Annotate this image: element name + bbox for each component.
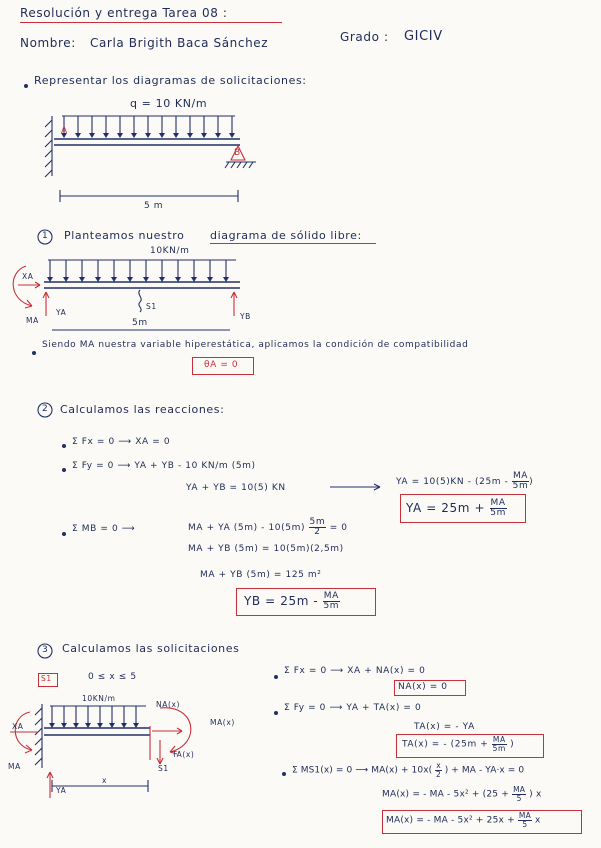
- step-1-number: 1: [42, 231, 49, 241]
- span-label: 5 m: [144, 201, 164, 211]
- span-label: 5m: [132, 318, 148, 328]
- step-2-number: 2: [42, 404, 49, 414]
- xa-label: XA: [22, 272, 34, 281]
- compatibility-statement: Siendo MA nuestra variable hiperestática, aplicamos la condición de compatibilidad: [42, 340, 469, 350]
- step-2-title: Calculamos las reacciones:: [60, 403, 225, 416]
- load-label: 10KN/m: [150, 246, 190, 256]
- step-3-title: Calculamos las solicitaciones: [62, 642, 240, 655]
- shear-step: TA(x) = - YA: [414, 722, 475, 732]
- section-cut-label: S1: [158, 764, 169, 773]
- sum-mb-label: Σ MB = 0 ⟶: [72, 524, 136, 534]
- fraction: $\frac{MA}{5m}$: [490, 498, 506, 518]
- compatibility-condition: θA = 0: [204, 360, 239, 370]
- ma-label: MA: [8, 762, 21, 771]
- moment-step: MA(x) = - MA - 5x² + (25 + $\frac{MA}{5}$ ) x: [382, 785, 542, 803]
- ya-label: YA: [56, 786, 67, 795]
- section-label: S1: [146, 302, 157, 311]
- step-1-title: Planteamos nuestro: [64, 229, 185, 242]
- fraction: $\frac{MA}{5m}$: [492, 735, 506, 753]
- fraction: $\frac{x}{2}$: [436, 761, 441, 779]
- step-3-number: 3: [42, 645, 49, 655]
- support-b-label: B: [234, 148, 241, 158]
- bullet: [274, 675, 278, 679]
- x-label: x: [102, 776, 108, 785]
- page-title: Resolución y entrega Tarea 08 :: [20, 6, 228, 20]
- sum-fx-equation: Σ Fx = 0 ⟶ XA = 0: [72, 437, 171, 447]
- fraction: $\frac{5m}{2}$: [309, 517, 326, 537]
- bullet: [282, 772, 286, 776]
- fraction: $\frac{MA}{5}$: [518, 811, 531, 829]
- normal-force-label: NA(x): [156, 700, 181, 709]
- section-diagram: [10, 704, 191, 798]
- grade-value: GICIV: [404, 29, 443, 44]
- shear-label: TA(x): [172, 750, 195, 759]
- yb-label: YB: [240, 312, 251, 321]
- ya-derivation: YA = 10(5)KN - (25m - $\frac{MA}{5m}$ ): [396, 471, 534, 491]
- moment-result-step: MA + YB (5m) = 125 m²: [200, 570, 322, 580]
- task-statement: Representar los diagramas de solicitaciones:: [34, 74, 307, 87]
- bullet: [274, 711, 278, 715]
- load-label: q = 10 KN/m: [130, 97, 208, 110]
- sum-fy-equation: Σ Fy = 0 ⟶ YA + YB - 10 KN/m (5m): [72, 461, 256, 471]
- beam-diagram-intro: [45, 116, 256, 202]
- section-tag: S1: [41, 674, 52, 683]
- bullet: [62, 468, 66, 472]
- name-label: Nombre:: [20, 36, 76, 50]
- moment-result: MA(x) = - MA - 5x² + 25x + $\frac{MA}{5}$ x: [386, 811, 541, 829]
- name-value: Carla Brigith Baca Sánchez: [90, 36, 269, 50]
- ma-label: MA: [26, 316, 39, 325]
- section-range: 0 ≤ x ≤ 5: [88, 672, 137, 682]
- yb-result: YB = 25m - $\frac{MA}{5m}$: [244, 591, 340, 611]
- support-a-label: A: [61, 126, 68, 136]
- title-underline: [210, 243, 376, 244]
- sum-fy-step: YA + YB = 10(5) KN: [186, 483, 286, 493]
- normal-force-result: NA(x) = 0: [398, 682, 448, 692]
- sum-mb-equation: MA + YA (5m) - 10(5m) $\frac{5m}{2}$ = 0: [188, 517, 348, 537]
- sum-moment-equation: Σ MS1(x) = 0 ⟶ MA(x) + 10x( $\frac{x}{2}$ ) + MA - YA·x = 0: [292, 761, 525, 779]
- moment-step: MA + YB (5m) = 10(5m)(2,5m): [188, 544, 344, 554]
- bullet: [62, 444, 66, 448]
- fraction: $\frac{MA}{5}$: [513, 785, 526, 803]
- shear-result: TA(x) = - (25m + $\frac{MA}{5m}$ ): [402, 735, 515, 753]
- xa-label: XA: [12, 722, 24, 731]
- free-body-diagram: [13, 260, 240, 330]
- moment-label: MA(x): [210, 718, 235, 727]
- fraction: $\frac{MA}{5m}$: [323, 591, 340, 611]
- grade-label: Grado :: [340, 30, 389, 44]
- sum-fy-equation: Σ Fy = 0 ⟶ YA + TA(x) = 0: [284, 703, 422, 713]
- sum-fx-equation: Σ Fx = 0 ⟶ XA + NA(x) = 0: [284, 666, 426, 676]
- fraction: $\frac{MA}{5m}$: [512, 471, 529, 491]
- load-label: 10KN/m: [82, 694, 116, 703]
- ya-label: YA: [56, 308, 67, 317]
- bullet: [32, 351, 36, 355]
- ya-result: YA = 25m + $\frac{MA}{5m}$: [406, 498, 506, 518]
- bullet: [62, 532, 66, 536]
- step-1-title-underlined: diagrama de sólido libre:: [210, 229, 362, 242]
